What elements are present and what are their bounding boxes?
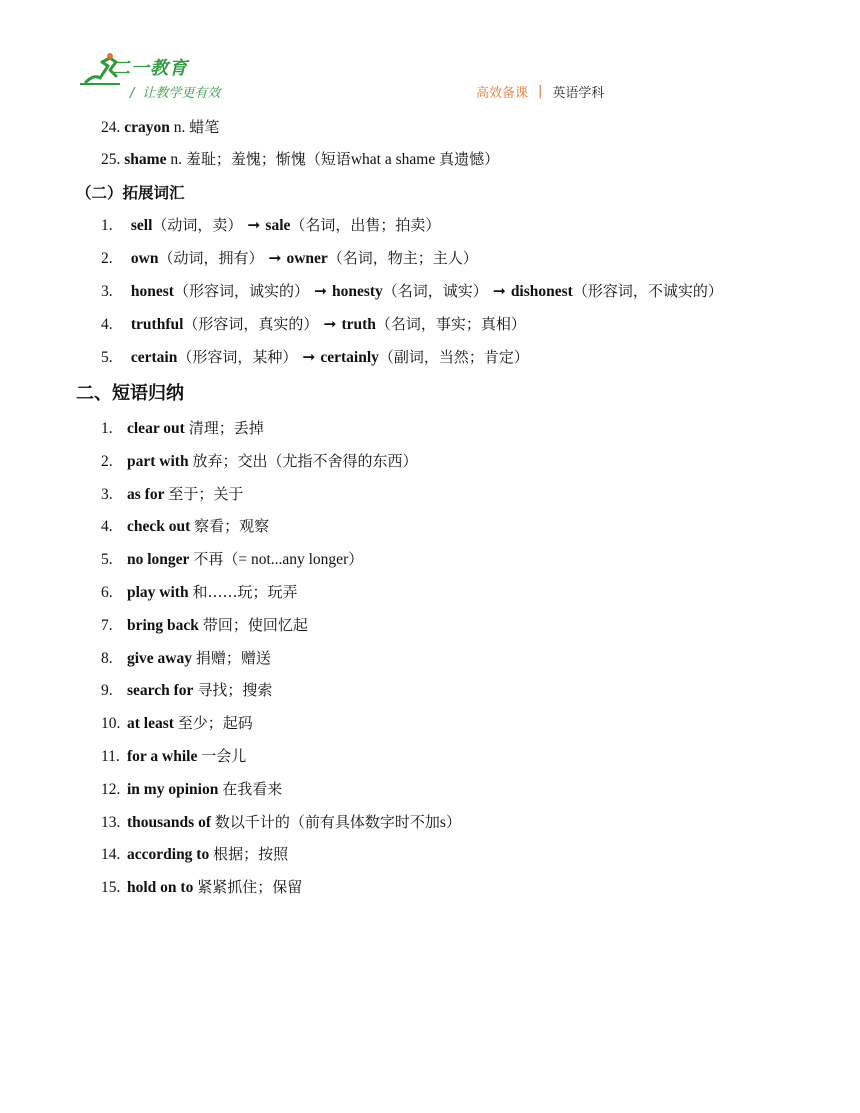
vocab-meaning: 羞耻；羞愧；惭愧（短语 xyxy=(185,150,351,168)
item-number: 5. xyxy=(101,349,113,366)
vocab-meaning: 蜡笔 xyxy=(189,118,220,136)
word-base-meaning: （动词，卖） xyxy=(152,216,243,234)
page-header xyxy=(0,0,860,105)
word-derived: owner xyxy=(286,250,328,267)
arrow-right-icon: ➞ xyxy=(247,216,261,234)
word-base-meaning: （形容词，某种） xyxy=(177,348,298,366)
word-derived-2: dishonest xyxy=(510,283,573,300)
expand-item xyxy=(101,214,440,235)
phrase-meaning: 带回；使回忆起 xyxy=(202,615,308,634)
phrase-item xyxy=(101,483,243,504)
word-derived: sale xyxy=(265,217,291,234)
phrase-text: check out xyxy=(127,518,191,536)
slogan-slash: / xyxy=(130,86,135,101)
word-derived: certainly xyxy=(320,349,379,366)
phrase-note-en: = not...any longer xyxy=(238,551,349,569)
part-of-speech: n. xyxy=(173,119,186,136)
vocab-extra-zh: 真遗憾） xyxy=(439,150,500,168)
item-number: 3. xyxy=(101,485,113,503)
word-derived-meaning: （副词，当然；肯定） xyxy=(378,348,529,366)
item-number: 15. xyxy=(101,879,121,897)
phrase-meaning: 在我看来 xyxy=(222,779,283,798)
arrow-right-icon: ➞ xyxy=(492,282,506,300)
phrase-meaning: 察看；观察 xyxy=(194,517,270,536)
phrase-meaning: 紧紧抓住；保留 xyxy=(197,878,303,897)
word-base: honest xyxy=(130,283,174,300)
phrase-item xyxy=(101,778,282,799)
word-derived: truth xyxy=(341,316,376,333)
item-number: 3. xyxy=(101,283,113,300)
section-heading-expand: （二）拓展词汇 xyxy=(76,184,185,202)
expand-item xyxy=(101,346,529,367)
item-number: 1. xyxy=(101,217,113,234)
phrase-text: no longer xyxy=(127,551,190,569)
expand-item xyxy=(101,280,723,301)
item-number: 8. xyxy=(101,649,113,667)
word-base-meaning: （形容词，真实的） xyxy=(183,315,319,333)
phrase-text: thousands of xyxy=(127,813,211,831)
header-tags xyxy=(476,82,604,101)
item-number: 12. xyxy=(101,780,121,798)
item-number: 10. xyxy=(101,715,121,733)
phrase-meaning: 一会儿 xyxy=(201,747,247,765)
phrase-text: in my opinion xyxy=(127,780,219,798)
word-base: sell xyxy=(130,217,153,234)
phrase-text: at least xyxy=(127,715,174,733)
phrase-text: search for xyxy=(127,682,194,700)
phrase-meaning: 捐赠；赠送 xyxy=(195,648,271,667)
phrase-note-zh: ） xyxy=(348,550,364,569)
vocab-word: shame xyxy=(124,151,167,168)
logo-text: 二一教育 xyxy=(112,58,188,79)
word-base: truthful xyxy=(130,316,184,333)
word-derived: honesty xyxy=(331,283,383,300)
phrase-text: clear out xyxy=(127,420,185,437)
vocab-item xyxy=(101,116,219,137)
phrase-meaning: 至于；关于 xyxy=(168,484,244,503)
word-derived-meaning: （名词，诚实） xyxy=(382,282,488,300)
phrase-item xyxy=(101,581,297,602)
word-base: certain xyxy=(130,349,178,366)
vocab-item xyxy=(101,148,499,169)
phrase-meaning: 清理；丢掉 xyxy=(188,419,264,437)
phrase-text: give away xyxy=(127,649,193,667)
item-number: 14. xyxy=(101,846,121,864)
phrase-item xyxy=(101,515,269,536)
arrow-right-icon: ➞ xyxy=(268,249,282,267)
phrase-meaning: 根据；按照 xyxy=(213,845,289,864)
phrase-text: bring back xyxy=(127,616,199,634)
phrase-text: part with xyxy=(127,452,189,470)
header-tag-subject: 英语学科 xyxy=(552,86,605,101)
phrase-item xyxy=(101,614,308,635)
phrase-text: according to xyxy=(127,846,210,864)
phrase-item xyxy=(101,450,417,471)
phrase-item xyxy=(101,417,264,438)
phrase-item xyxy=(101,712,253,733)
phrase-meaning: 至少；起码 xyxy=(177,714,253,733)
slogan xyxy=(130,82,220,101)
phrase-meaning: 不再（ xyxy=(193,550,239,569)
expand-item xyxy=(101,247,478,268)
phrase-text: hold on to xyxy=(127,879,194,897)
phrase-note-en: s xyxy=(439,813,446,831)
item-number: 24. xyxy=(101,119,121,136)
phrase-text: play with xyxy=(127,584,189,601)
item-number: 2. xyxy=(101,452,113,470)
phrase-text: for a while xyxy=(127,748,198,765)
arrow-right-icon: ➞ xyxy=(313,282,327,300)
phrase-item xyxy=(101,548,363,569)
phrase-item xyxy=(101,745,246,766)
header-tag-prep: 高效备课 xyxy=(476,86,529,101)
expand-item xyxy=(101,313,526,334)
word-derived-meaning: （名词，物主；主人） xyxy=(327,249,478,267)
item-number: 11. xyxy=(101,748,120,765)
phrase-item xyxy=(101,811,461,832)
section-heading-phrases: 二、短语归纳 xyxy=(76,383,184,404)
phrase-meaning: 和……玩；玩弄 xyxy=(192,583,298,601)
arrow-right-icon: ➞ xyxy=(302,348,316,366)
vocab-extra-en: what a shame xyxy=(350,151,436,168)
item-number: 1. xyxy=(101,420,113,437)
phrase-meaning: 放弃；交出（尤指不舍得的东西） xyxy=(192,451,418,470)
phrase-meaning: 寻找；搜索 xyxy=(197,681,273,700)
phrase-item xyxy=(101,647,271,668)
vocab-word: crayon xyxy=(124,119,170,136)
word-base: own xyxy=(130,250,159,267)
item-number: 4. xyxy=(101,316,113,333)
item-number: 2. xyxy=(101,250,113,267)
item-number: 13. xyxy=(101,813,121,831)
slogan-text: 让教学更有效 xyxy=(142,86,221,101)
phrase-item xyxy=(101,679,272,700)
item-number: 5. xyxy=(101,551,113,569)
word-derived-meaning: （名词，出售；拍卖） xyxy=(290,216,441,234)
arrow-right-icon: ➞ xyxy=(323,315,337,333)
phrase-note-zh: ） xyxy=(445,812,461,831)
phrase-text: as for xyxy=(127,485,165,503)
header-separator: | xyxy=(538,84,543,99)
word-derived-2-meaning: （形容词，不诚实的） xyxy=(572,282,723,300)
phrase-meaning: 数以千计的（前有具体数字时不加 xyxy=(214,812,440,831)
item-number: 9. xyxy=(101,682,113,700)
item-number: 7. xyxy=(101,616,113,634)
word-base-meaning: （形容词，诚实的） xyxy=(173,282,309,300)
item-number: 6. xyxy=(101,584,113,601)
word-derived-meaning: （名词，事实；真相） xyxy=(375,315,526,333)
item-number: 4. xyxy=(101,518,113,536)
item-number: 25. xyxy=(101,151,121,168)
part-of-speech: n. xyxy=(170,151,182,168)
word-base-meaning: （动词，拥有） xyxy=(158,249,264,267)
phrase-item xyxy=(101,876,302,897)
phrase-item xyxy=(101,843,288,864)
